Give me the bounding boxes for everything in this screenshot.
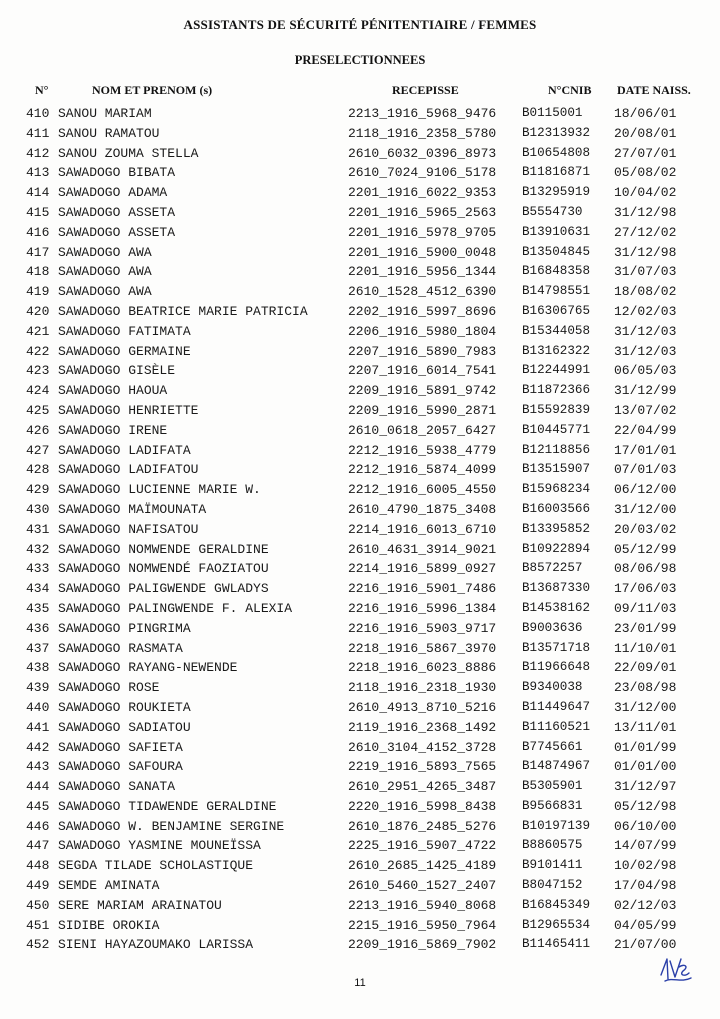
row-number: 422	[26, 343, 50, 359]
table-row	[0, 322, 720, 342]
row-birth-date: 09/11/03	[614, 600, 677, 616]
row-cnib: B16848358	[522, 264, 591, 279]
row-recepisse: 2118_1916_2318_1930	[348, 680, 497, 696]
row-recepisse: 2201_1916_5965_2563	[348, 204, 497, 220]
row-birth-date: 05/12/99	[614, 541, 677, 557]
row-number: 442	[26, 739, 50, 755]
row-recepisse: 2213_1916_5940_8068	[348, 897, 497, 913]
row-name: SAWADOGO PALIGWENDE GWLADYS	[58, 581, 269, 597]
table-row	[0, 223, 720, 243]
row-birth-date: 06/10/00	[614, 818, 677, 834]
row-cnib: B11966648	[522, 660, 591, 675]
row-recepisse: 2610_2685_1425_4189	[348, 858, 497, 874]
row-number: 411	[26, 125, 50, 141]
row-name: SANOU ZOUMA STELLA	[58, 145, 199, 161]
row-recepisse: 2201_1916_5978_9705	[348, 224, 497, 240]
row-name: SAWADOGO FATIMATA	[58, 323, 191, 339]
row-birth-date: 23/08/98	[614, 680, 677, 696]
row-recepisse: 2610_4790_1875_3408	[348, 501, 497, 517]
row-number: 444	[26, 779, 50, 795]
row-birth-date: 31/12/03	[614, 323, 677, 339]
row-recepisse: 2119_1916_2368_1492	[348, 719, 497, 735]
row-number: 419	[26, 284, 50, 300]
row-cnib: B12244991	[522, 363, 591, 378]
row-number: 431	[26, 521, 50, 537]
table-row	[0, 797, 720, 817]
table-row	[0, 421, 720, 441]
row-number: 437	[26, 640, 50, 656]
row-name: SAWADOGO AWA	[58, 244, 152, 260]
row-birth-date: 13/11/01	[614, 719, 677, 735]
row-recepisse: 2201_1916_5900_0048	[348, 244, 497, 260]
document-subtitle: PRESELECTIONNEES	[294, 53, 426, 67]
row-cnib: B11160521	[522, 719, 591, 734]
row-name: SAWADOGO NOMWENDÉ FAOZIATOU	[58, 561, 269, 577]
table-row	[0, 243, 720, 263]
row-name: SIDIBE OROKIA	[58, 917, 160, 933]
table-row	[0, 460, 720, 480]
row-recepisse: 2219_1916_5893_7565	[348, 759, 497, 775]
table-row	[0, 520, 720, 540]
table-row	[0, 619, 720, 639]
row-birth-date: 27/07/01	[614, 145, 677, 161]
row-number: 423	[26, 363, 50, 379]
row-name: SAWADOGO RAYANG-NEWENDE	[58, 660, 238, 676]
row-number: 435	[26, 600, 50, 616]
row-cnib: B15592839	[522, 402, 591, 417]
row-recepisse: 2209_1916_5869_7902	[348, 937, 497, 953]
row-number: 424	[26, 383, 50, 399]
row-birth-date: 06/05/03	[614, 363, 677, 379]
table-row	[0, 678, 720, 698]
table-row	[0, 777, 720, 797]
row-cnib: B13515907	[522, 462, 591, 477]
row-cnib: B9101411	[522, 858, 583, 873]
row-recepisse: 2209_1916_5891_9742	[348, 383, 497, 399]
row-name: SEGDA TILADE SCHOLASTIQUE	[58, 858, 254, 874]
row-cnib: B15968234	[522, 482, 591, 497]
row-birth-date: 06/12/00	[614, 482, 677, 498]
row-number: 418	[26, 264, 50, 280]
row-cnib: B9340038	[522, 680, 583, 695]
row-number: 448	[26, 858, 50, 874]
row-cnib: B13295919	[522, 185, 591, 200]
row-cnib: B12118856	[522, 442, 591, 457]
row-cnib: B13571718	[522, 640, 591, 655]
table-row	[0, 203, 720, 223]
row-cnib: B16003566	[522, 501, 591, 516]
row-birth-date: 21/07/00	[614, 937, 677, 953]
row-number: 445	[26, 798, 50, 814]
row-number: 432	[26, 541, 50, 557]
row-recepisse: 2610_6032_0396_8973	[348, 145, 497, 161]
row-recepisse: 2215_1916_5950_7964	[348, 917, 497, 933]
row-recepisse: 2610_7024_9106_5178	[348, 165, 497, 181]
table-row	[0, 104, 720, 124]
row-recepisse: 2216_1916_5903_9717	[348, 620, 497, 636]
row-cnib: B15344058	[522, 323, 591, 338]
row-birth-date: 20/08/01	[614, 125, 677, 141]
row-number: 434	[26, 581, 50, 597]
row-cnib: B11872366	[522, 383, 591, 398]
table-row	[0, 381, 720, 401]
row-birth-date: 31/12/98	[614, 244, 677, 260]
table-row	[0, 935, 720, 955]
row-number: 449	[26, 878, 50, 894]
row-number: 410	[26, 106, 50, 121]
row-name: SAWADOGO NOMWENDE GERALDINE	[58, 541, 269, 557]
row-number: 413	[26, 165, 50, 181]
row-birth-date: 13/07/02	[614, 402, 677, 418]
row-recepisse: 2225_1916_5907_4722	[348, 838, 497, 854]
row-cnib: B0115001	[522, 106, 583, 120]
row-birth-date: 02/12/03	[614, 897, 677, 913]
table-row	[0, 738, 720, 758]
row-cnib: B10922894	[522, 541, 591, 556]
row-cnib: B9566831	[522, 798, 583, 813]
row-name: SAWADOGO SADIATOU	[58, 719, 191, 735]
table-row	[0, 698, 720, 718]
row-recepisse: 2610_4631_3914_9021	[348, 541, 497, 557]
table-row	[0, 540, 720, 560]
row-birth-date: 31/12/97	[614, 779, 677, 795]
row-cnib: B11465411	[522, 937, 591, 952]
page-number: 11	[354, 977, 366, 989]
table-row	[0, 658, 720, 678]
row-name: SANOU RAMATOU	[58, 125, 160, 141]
row-cnib: B13687330	[522, 581, 591, 596]
row-name: SAWADOGO PINGRIMA	[58, 620, 191, 636]
row-birth-date: 01/01/00	[614, 759, 677, 775]
row-birth-date: 22/04/99	[614, 422, 677, 438]
row-name: SAWADOGO LADIFATA	[58, 442, 191, 458]
row-cnib: B14874967	[522, 759, 591, 774]
table-row	[0, 757, 720, 777]
row-number: 416	[26, 224, 50, 240]
row-name: SAWADOGO HAOUA	[58, 383, 168, 399]
row-number: 417	[26, 244, 50, 260]
table-row	[0, 480, 720, 500]
row-number: 429	[26, 482, 50, 498]
row-name: SAWADOGO BEATRICE MARIE PATRICIA	[58, 303, 308, 319]
document-title: ASSISTANTS DE SÉCURITÉ PÉNITENTIAIRE / FEMMES	[183, 17, 537, 32]
row-cnib: B16845349	[522, 897, 591, 912]
row-cnib: B16306765	[522, 303, 591, 318]
row-name: SAWADOGO ROSE	[58, 680, 160, 696]
row-birth-date: 01/01/99	[614, 739, 677, 755]
row-birth-date: 18/06/01	[614, 106, 677, 121]
row-number: 414	[26, 185, 50, 201]
row-number: 451	[26, 917, 50, 933]
row-recepisse: 2207_1916_6014_7541	[348, 363, 497, 379]
table-row	[0, 302, 720, 322]
row-name: SAWADOGO AWA	[58, 264, 152, 280]
table-row	[0, 718, 720, 738]
row-birth-date: 31/12/00	[614, 501, 677, 517]
row-number: 433	[26, 561, 50, 577]
row-recepisse: 2610_1528_4512_6390	[348, 284, 497, 300]
row-recepisse: 2201_1916_5956_1344	[348, 264, 497, 280]
table-row	[0, 124, 720, 144]
table-row	[0, 876, 720, 896]
table-row	[0, 282, 720, 302]
row-name: SAWADOGO NAFISATOU	[58, 521, 199, 537]
table-row	[0, 579, 720, 599]
row-cnib: B7745661	[522, 739, 583, 754]
row-recepisse: 2212_1916_5874_4099	[348, 462, 497, 478]
row-name: SAWADOGO GISÈLE	[58, 363, 176, 379]
row-cnib: B14538162	[522, 600, 591, 615]
row-recepisse: 2212_1916_5938_4779	[348, 442, 497, 458]
row-name: SAWADOGO LADIFATOU	[58, 462, 199, 478]
row-number: 436	[26, 620, 50, 636]
table-row	[0, 896, 720, 916]
row-cnib: B10197139	[522, 818, 591, 833]
column-header-cnib: N°CNIB	[548, 83, 592, 97]
candidate-list	[0, 104, 720, 955]
row-name: SAWADOGO BIBATA	[58, 165, 176, 181]
row-name: SANOU MARIAM	[58, 106, 152, 121]
row-recepisse: 2610_1876_2485_5276	[348, 818, 497, 834]
column-header-name: NOM ET PRENOM (s)	[92, 83, 213, 97]
row-recepisse: 2207_1916_5890_7983	[348, 343, 497, 359]
row-name: SAWADOGO ADAMA	[58, 185, 168, 201]
row-birth-date: 31/12/03	[614, 343, 677, 359]
table-row	[0, 500, 720, 520]
table-row	[0, 361, 720, 381]
row-name: SAWADOGO ASSETA	[58, 204, 176, 220]
row-birth-date: 05/12/98	[614, 798, 677, 814]
row-name: SAWADOGO LUCIENNE MARIE W.	[58, 482, 261, 498]
row-number: 446	[26, 818, 50, 834]
row-cnib: B14798551	[522, 284, 591, 299]
row-name: SAWADOGO TIDAWENDE GERALDINE	[58, 798, 277, 814]
row-number: 428	[26, 462, 50, 478]
row-cnib: B11449647	[522, 699, 591, 714]
row-name: SAWADOGO W. BENJAMINE SERGINE	[58, 818, 285, 834]
table-row	[0, 559, 720, 579]
row-name: SAWADOGO HENRIETTE	[58, 402, 199, 418]
row-birth-date: 31/12/98	[614, 204, 677, 220]
row-cnib: B12965534	[522, 917, 591, 932]
row-number: 450	[26, 897, 50, 913]
row-cnib: B13910631	[522, 224, 591, 239]
column-header-recepisse: RECEPISSE	[392, 83, 459, 97]
row-name: SAWADOGO YASMINE MOUNEÏSSA	[58, 838, 261, 854]
row-number: 443	[26, 759, 50, 775]
row-birth-date: 23/01/99	[614, 620, 677, 636]
table-row	[0, 183, 720, 203]
row-birth-date: 05/08/02	[614, 165, 677, 181]
row-cnib: B8572257	[522, 561, 583, 576]
column-header-number: N°	[35, 83, 49, 97]
row-recepisse: 2201_1916_6022_9353	[348, 185, 497, 201]
row-number: 438	[26, 660, 50, 676]
row-recepisse: 2118_1916_2358_5780	[348, 125, 497, 141]
row-number: 415	[26, 204, 50, 220]
row-cnib: B5554730	[522, 204, 583, 219]
row-name: SAWADOGO ASSETA	[58, 224, 176, 240]
row-number: 420	[26, 303, 50, 319]
row-cnib: B10445771	[522, 422, 591, 437]
row-cnib: B8047152	[522, 878, 583, 893]
row-cnib: B13162322	[522, 343, 591, 358]
row-birth-date: 31/12/99	[614, 383, 677, 399]
table-row	[0, 441, 720, 461]
row-recepisse: 2610_4913_8710_5216	[348, 699, 497, 715]
row-number: 440	[26, 699, 50, 715]
row-recepisse: 2214_1916_6013_6710	[348, 521, 497, 537]
row-recepisse: 2202_1916_5997_8696	[348, 303, 497, 319]
row-birth-date: 18/08/02	[614, 284, 677, 300]
table-row	[0, 262, 720, 282]
row-name: SAWADOGO AWA	[58, 284, 152, 300]
row-cnib: B12313932	[522, 125, 591, 140]
row-recepisse: 2216_1916_5901_7486	[348, 581, 497, 597]
row-name: SAWADOGO SANATA	[58, 779, 176, 795]
row-name: SAWADOGO GERMAINE	[58, 343, 191, 359]
table-row	[0, 639, 720, 659]
row-number: 426	[26, 422, 50, 438]
row-cnib: B11816871	[522, 165, 591, 180]
row-name: SERE MARIAM ARAINATOU	[58, 897, 222, 913]
table-row	[0, 342, 720, 362]
table-row	[0, 817, 720, 837]
table-row	[0, 599, 720, 619]
row-recepisse: 2610_3104_4152_3728	[348, 739, 497, 755]
row-recepisse: 2610_0618_2057_6427	[348, 422, 497, 438]
row-birth-date: 12/02/03	[614, 303, 677, 319]
row-birth-date: 14/07/99	[614, 838, 677, 854]
row-birth-date: 04/05/99	[614, 917, 677, 933]
row-birth-date: 10/02/98	[614, 858, 677, 874]
row-name: SAWADOGO PALINGWENDE F. ALEXIA	[58, 600, 293, 616]
row-number: 441	[26, 719, 50, 735]
row-cnib: B13395852	[522, 521, 591, 536]
row-recepisse: 2610_5460_1527_2407	[348, 878, 497, 894]
row-number: 421	[26, 323, 50, 339]
row-name: SIENI HAYAZOUMAKO LARISSA	[58, 937, 254, 953]
column-header-date: DATE NAISS.	[617, 83, 691, 97]
row-number: 447	[26, 838, 50, 854]
row-birth-date: 31/07/03	[614, 264, 677, 280]
table-row	[0, 856, 720, 876]
row-name: SAWADOGO MAÏMOUNATA	[58, 501, 207, 517]
row-cnib: B13504845	[522, 244, 591, 259]
row-number: 427	[26, 442, 50, 458]
row-birth-date: 20/03/02	[614, 521, 677, 537]
table-row	[0, 163, 720, 183]
row-birth-date: 08/06/98	[614, 561, 677, 577]
row-recepisse: 2218_1916_6023_8886	[348, 660, 497, 676]
row-number: 439	[26, 680, 50, 696]
row-birth-date: 10/04/02	[614, 185, 677, 201]
table-row	[0, 836, 720, 856]
row-recepisse: 2212_1916_6005_4550	[348, 482, 497, 498]
row-recepisse: 2209_1916_5990_2871	[348, 402, 497, 418]
row-number: 425	[26, 402, 50, 418]
row-birth-date: 22/09/01	[614, 660, 677, 676]
row-birth-date: 17/01/01	[614, 442, 677, 458]
table-row	[0, 144, 720, 164]
row-recepisse: 2610_2951_4265_3487	[348, 779, 497, 795]
row-birth-date: 31/12/00	[614, 699, 677, 715]
row-recepisse: 2214_1916_5899_0927	[348, 561, 497, 577]
table-row	[0, 401, 720, 421]
table-row	[0, 916, 720, 936]
row-name: SAWADOGO IRENE	[58, 422, 168, 438]
row-number: 430	[26, 501, 50, 517]
row-birth-date: 11/10/01	[614, 640, 677, 656]
row-recepisse: 2218_1916_5867_3970	[348, 640, 497, 656]
row-name: SAWADOGO SAFIETA	[58, 739, 183, 755]
row-name: SEMDE AMINATA	[58, 878, 160, 894]
row-recepisse: 2220_1916_5998_8438	[348, 798, 497, 814]
row-name: SAWADOGO SAFOURA	[58, 759, 183, 775]
row-cnib: B5305901	[522, 779, 583, 794]
row-name: SAWADOGO RASMATA	[58, 640, 183, 656]
row-birth-date: 07/01/03	[614, 462, 677, 478]
row-cnib: B10654808	[522, 145, 591, 160]
row-recepisse: 2216_1916_5996_1384	[348, 600, 497, 616]
row-birth-date: 17/06/03	[614, 581, 677, 597]
row-number: 452	[26, 937, 50, 953]
row-birth-date: 27/12/02	[614, 224, 677, 240]
row-cnib: B9003636	[522, 620, 583, 635]
row-recepisse: 2213_1916_5968_9476	[348, 106, 497, 121]
row-cnib: B8860575	[522, 838, 583, 853]
row-number: 412	[26, 145, 50, 161]
row-recepisse: 2206_1916_5980_1804	[348, 323, 497, 339]
row-birth-date: 17/04/98	[614, 878, 677, 894]
row-name: SAWADOGO ROUKIETA	[58, 699, 191, 715]
